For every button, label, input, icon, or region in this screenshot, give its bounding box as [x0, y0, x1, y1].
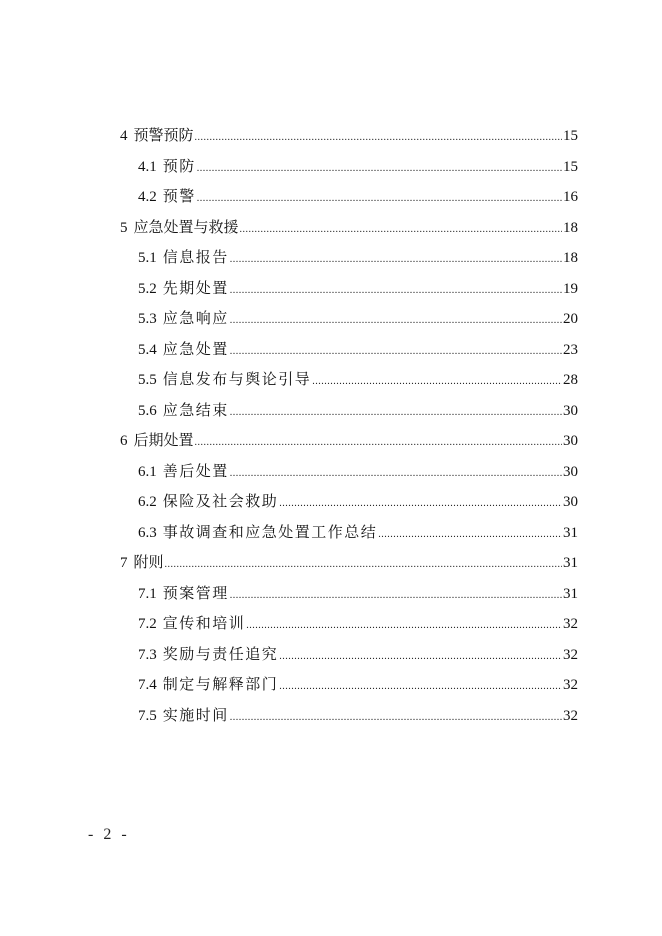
toc-dot-leader [240, 219, 562, 241]
toc-entry-5-4[interactable] [138, 338, 578, 360]
toc-entry-page: 18 [563, 250, 578, 266]
toc-dot-leader [195, 127, 562, 149]
toc-entry-page: 30 [563, 433, 578, 449]
toc-entry-title: 事故调查和应急处置工作总结 [162, 523, 378, 541]
toc-entry-6-1[interactable] [138, 460, 578, 482]
toc-entry-title: 先期处置 [162, 279, 229, 297]
toc-entry-page: 32 [563, 647, 578, 663]
toc-entry-page: 30 [563, 403, 578, 419]
toc-entry-title: 制定与解释部门 [162, 675, 279, 693]
toc-dot-leader [165, 554, 562, 576]
page-number: - 2 - [88, 826, 130, 843]
toc-entry-4-2[interactable] [138, 185, 578, 207]
toc-entry-title: 善后处置 [162, 462, 229, 480]
toc-entry-number: 5.4 [138, 342, 157, 358]
toc-entry-title: 实施时间 [162, 706, 229, 724]
toc-dot-leader [230, 402, 562, 424]
toc-dot-leader [279, 493, 562, 515]
toc-entry-6-2[interactable] [138, 490, 578, 512]
toc-entry-5[interactable] [120, 216, 578, 238]
toc-entry-5-2[interactable] [138, 277, 578, 299]
toc-entry-number: 6.2 [138, 494, 157, 510]
toc-entry-number: 5.1 [138, 250, 157, 266]
toc-entry-7[interactable] [120, 551, 578, 573]
toc-entry-7-1[interactable] [138, 582, 578, 604]
toc-entry-5-6[interactable] [138, 399, 578, 421]
toc-entry-4-1[interactable] [138, 155, 578, 177]
toc-entry-page: 30 [563, 494, 578, 510]
toc-entry-number: 5.2 [138, 281, 157, 297]
toc-dot-leader [378, 524, 562, 546]
toc-entry-5-5[interactable] [138, 368, 578, 390]
toc-entry-6-3[interactable] [138, 521, 578, 543]
toc-entry-title: 应急处置 [162, 340, 229, 358]
toc-entry-title: 应急处置与救援 [133, 218, 239, 236]
toc-entry-page: 28 [563, 372, 578, 388]
toc-entry-number: 7.3 [138, 647, 157, 663]
toc-entry-title: 信息报告 [162, 248, 229, 266]
toc-entry-7-5[interactable] [138, 704, 578, 726]
toc-entry-number: 7.2 [138, 616, 157, 632]
toc-dot-leader [279, 676, 562, 698]
toc-entry-number: 4.2 [138, 189, 157, 205]
toc-entry-page: 31 [563, 525, 578, 541]
toc-entry-title: 信息发布与舆论引导 [162, 370, 312, 388]
toc-dot-leader [230, 249, 562, 271]
toc-entry-page: 20 [563, 311, 578, 327]
toc-dot-leader [279, 646, 562, 668]
toc-entry-title: 后期处置 [133, 431, 194, 449]
toc-entry-page: 18 [563, 220, 578, 236]
toc-entry-title: 附则 [133, 553, 164, 571]
toc-entry-7-3[interactable] [138, 643, 578, 665]
toc-entry-5-3[interactable] [138, 307, 578, 329]
toc-entry-number: 7.4 [138, 677, 157, 693]
toc-dot-leader [230, 707, 562, 729]
toc-entry-title: 应急结束 [162, 401, 229, 419]
toc-entry-7-2[interactable] [138, 612, 578, 634]
toc-entry-number: 4.1 [138, 159, 157, 175]
toc-entry-title: 预防 [162, 157, 196, 175]
toc-entry-number: 5 [120, 220, 128, 236]
toc-entry-page: 32 [563, 677, 578, 693]
toc-entry-page: 23 [563, 342, 578, 358]
toc-entry-6[interactable] [120, 429, 578, 451]
toc-entry-page: 31 [563, 586, 578, 602]
toc-entry-number: 5.3 [138, 311, 157, 327]
toc-dot-leader [197, 158, 562, 180]
toc-entry-5-1[interactable] [138, 246, 578, 268]
toc-entry-title: 应急响应 [162, 309, 229, 327]
toc-entry-title: 预案管理 [162, 584, 229, 602]
toc-dot-leader [230, 585, 562, 607]
toc-entry-page: 31 [563, 555, 578, 571]
toc-entry-title: 预警 [162, 187, 196, 205]
toc-dot-leader [246, 615, 562, 637]
toc-entry-page: 32 [563, 616, 578, 632]
toc-entry-title: 奖励与责任追究 [162, 645, 279, 663]
toc-dot-leader [312, 371, 562, 393]
toc-entry-number: 7.5 [138, 708, 157, 724]
toc-entry-number: 5.6 [138, 403, 157, 419]
toc-entry-title: 保险及社会救助 [162, 492, 279, 510]
toc-entry-number: 6.1 [138, 464, 157, 480]
toc-entry-title: 宣传和培训 [162, 614, 246, 632]
toc-dot-leader [230, 310, 562, 332]
toc-dot-leader [230, 280, 562, 302]
toc-dot-leader [230, 341, 562, 363]
toc-entry-number: 4 [120, 128, 128, 144]
toc-dot-leader [230, 463, 562, 485]
toc-entry-number: 7 [120, 555, 128, 571]
toc-entry-number: 6.3 [138, 525, 157, 541]
toc-entry-7-4[interactable] [138, 673, 578, 695]
toc-entry-page: 15 [563, 159, 578, 175]
toc-dot-leader [197, 188, 562, 210]
toc-entry-title: 预警预防 [133, 126, 194, 144]
toc-entry-page: 16 [563, 189, 578, 205]
toc-entry-number: 7.1 [138, 586, 157, 602]
toc-entry-page: 32 [563, 708, 578, 724]
toc-entry-number: 6 [120, 433, 128, 449]
toc-entry-page: 19 [563, 281, 578, 297]
toc-entry-4[interactable] [120, 124, 578, 146]
toc-entry-page: 15 [563, 128, 578, 144]
toc-entry-page: 30 [563, 464, 578, 480]
toc-entry-number: 5.5 [138, 372, 157, 388]
toc-dot-leader [195, 432, 562, 454]
